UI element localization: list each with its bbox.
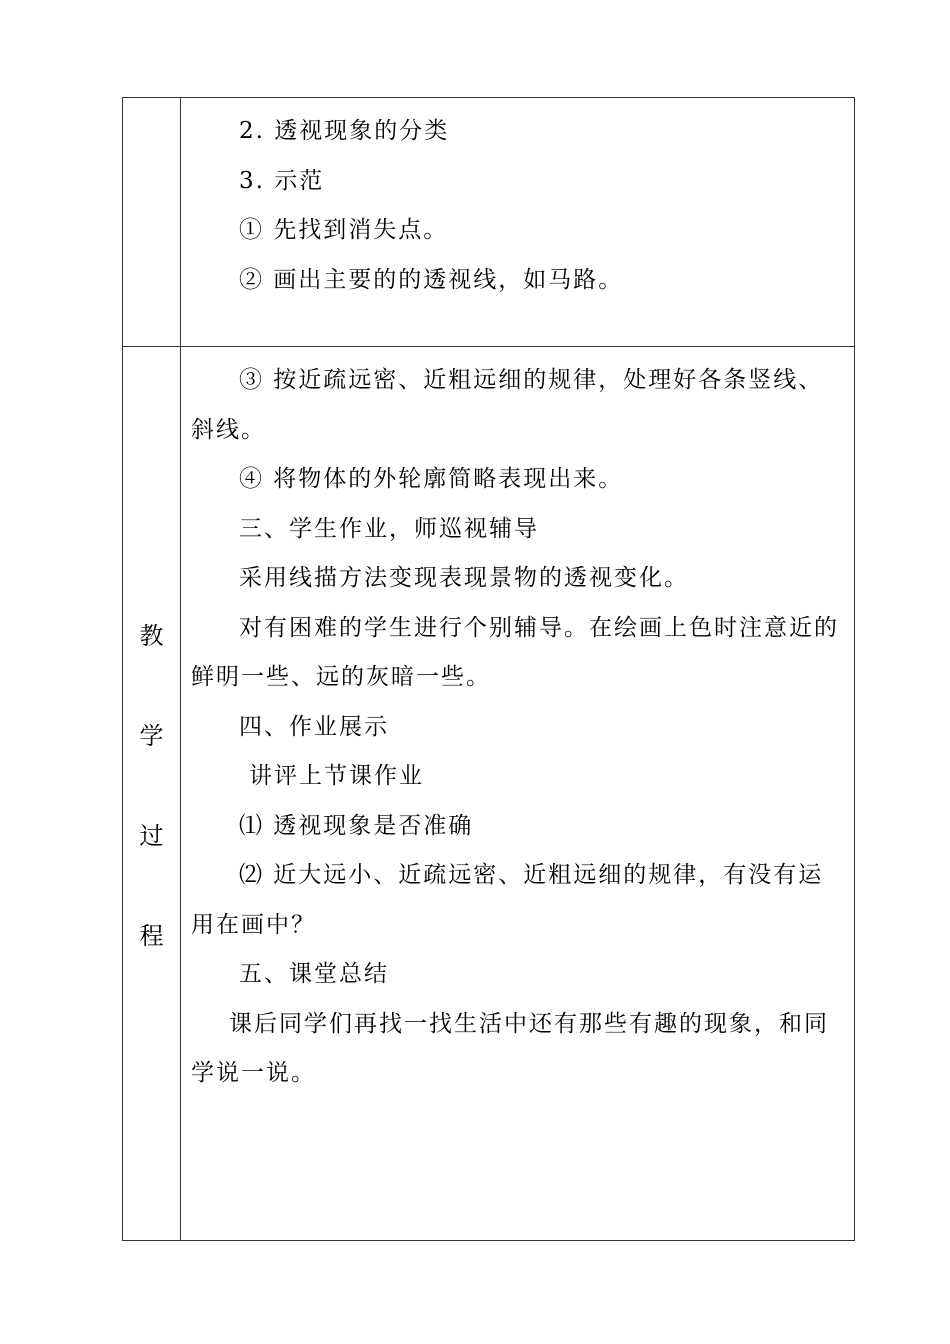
paragraph: 五、课堂总结 bbox=[239, 961, 389, 987]
paragraph: ④ 将物体的外轮廓简略表现出来。 bbox=[239, 466, 624, 492]
label-char: 过 bbox=[139, 822, 164, 850]
paragraph: ⑵ 近大远小、近疏远密、近粗远细的规律，有没有运用在画中？ bbox=[191, 862, 824, 938]
label-char: 教 bbox=[139, 622, 164, 650]
vertical-label bbox=[123, 347, 180, 1024]
content-block bbox=[181, 347, 854, 1099]
paragraph: 三、学生作业，师巡视辅导 bbox=[239, 515, 539, 542]
label-char: 程 bbox=[139, 922, 164, 950]
table-row bbox=[123, 347, 855, 1241]
text-line: 2. 透视现象的分类 bbox=[239, 118, 450, 144]
text-line: 3. 示范 bbox=[239, 167, 325, 194]
paragraph: 四、作业展示 bbox=[239, 713, 389, 740]
content-cell bbox=[181, 347, 855, 1241]
text-line: ① 先找到消失点。 bbox=[239, 217, 449, 243]
label-char: 学 bbox=[139, 722, 164, 750]
text-line: ② 画出主要的的透视线，如马路。 bbox=[239, 266, 624, 293]
paragraph: 讲评上节课作业 bbox=[249, 763, 424, 789]
paragraph: 对有困难的学生进行个别辅导。在绘画上色时注意近的鲜明一些、远的灰暗一些。 bbox=[191, 614, 839, 690]
paragraph: 采用线描方法变现表现景物的透视变化。 bbox=[239, 565, 689, 591]
table-row bbox=[123, 98, 855, 347]
lesson-table bbox=[122, 97, 855, 1241]
row-label-cell bbox=[123, 347, 181, 1241]
content-block bbox=[181, 98, 854, 305]
row-label-cell bbox=[123, 98, 181, 347]
paragraph: ⑴ 透视现象是否准确 bbox=[239, 812, 474, 839]
paragraph: 课后同学们再找一找生活中还有那些有趣的现象，和同学说一说。 bbox=[191, 1010, 829, 1086]
content-cell bbox=[181, 98, 855, 347]
paragraph: ③ 按近疏远密、近粗远细的规律，处理好各条竖线、斜线。 bbox=[191, 367, 824, 443]
